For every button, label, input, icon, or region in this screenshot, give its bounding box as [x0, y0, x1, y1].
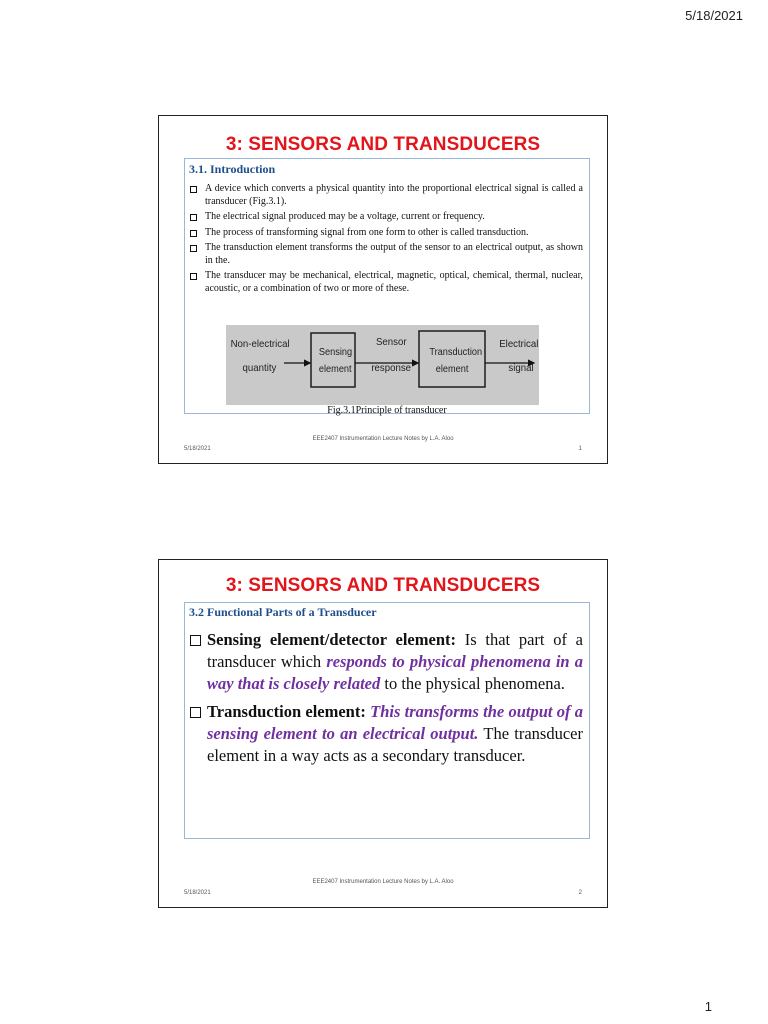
- content-box: [184, 602, 590, 839]
- transduction-box-label: Transduction: [429, 346, 483, 359]
- slide-footer-text: EEE2407 Instrumentation Lecture Notes by L.A. Aloo: [312, 879, 454, 885]
- output-label: Electrical: [499, 338, 539, 351]
- checkbox-bullet-icon: [190, 245, 197, 252]
- bullet-item: [189, 270, 583, 295]
- bullet-text: The transducer may be mechanical, electrical, magnetic, optical, chemical, thermal, nuclear, acoustic, or a combination of two or more of these.: [205, 270, 583, 294]
- section-heading: 3.1. Introduction: [189, 162, 276, 176]
- bullet-list: [185, 183, 589, 295]
- sensor-response-label: Sensor: [375, 336, 407, 349]
- bullet-text: The transducer element in a way acts as a secondary transducer.: [207, 724, 583, 765]
- checkbox-bullet-icon: [190, 230, 197, 237]
- slide-footer-number: 1: [578, 446, 582, 452]
- bullet-text: to the physical phenomena.: [380, 674, 565, 693]
- bullet-list: [185, 629, 589, 767]
- section-heading: 3.2 Functional Parts of a Transducer: [189, 605, 377, 619]
- bullet-text: The transduction element transforms the output of the sensor to an electrical output, as shown in the.: [205, 242, 583, 266]
- figure-caption: Fig.3.1Principle of transducer: [327, 405, 447, 416]
- bullet-text: A device which converts a physical quantity into the proportional electrical signal is called a transducer (Fig.3.1).: [205, 183, 583, 207]
- bullet-term: Transduction element:: [207, 702, 366, 721]
- sensing-box-label: element: [318, 363, 352, 376]
- transduction-box-label: element: [435, 363, 469, 376]
- checkbox-bullet-icon: [190, 214, 197, 221]
- slide-1: [158, 115, 608, 464]
- page-number: 1: [704, 999, 712, 1014]
- slide-footer-date: 5/18/2021: [184, 446, 211, 452]
- slide-title: 3: SENSORS AND TRANSDUCERS: [225, 134, 541, 155]
- slide-footer-text: EEE2407 Instrumentation Lecture Notes by L.A. Aloo: [312, 436, 454, 442]
- bullet-item: [189, 701, 583, 767]
- input-label: quantity: [242, 362, 277, 375]
- checkbox-bullet-icon: [190, 273, 197, 280]
- slide-title: 3: SENSORS AND TRANSDUCERS: [225, 575, 541, 596]
- bullet-item: [189, 227, 583, 240]
- bullet-text: Is that part of a transducer which: [207, 630, 583, 671]
- bullet-item: [189, 242, 583, 267]
- transduction-element-box: [419, 331, 485, 387]
- slide-footer-number: 2: [578, 890, 582, 896]
- bullet-text: The process of transforming signal from one form to other is called transduction.: [205, 226, 529, 238]
- sensor-response-label: response: [371, 362, 412, 375]
- page-date: 5/18/2021: [685, 8, 743, 23]
- output-label: signal: [508, 362, 534, 375]
- bullet-text: The electrical signal produced may be a voltage, current or frequency.: [205, 211, 485, 222]
- sensing-box-label: Sensing: [318, 346, 353, 359]
- slide-2: [158, 559, 608, 908]
- content-box: [184, 158, 590, 414]
- checkbox-bullet-icon: [190, 707, 201, 718]
- sensing-element-box: [311, 333, 355, 387]
- bullet-item: [189, 183, 583, 208]
- checkbox-bullet-icon: [190, 186, 197, 193]
- input-label: Non-electrical: [230, 338, 290, 351]
- checkbox-bullet-icon: [190, 635, 201, 646]
- slide-footer-date: 5/18/2021: [184, 890, 211, 896]
- bullet-highlight: This transforms the output of a sensing element to an electrical output.: [207, 702, 583, 743]
- transducer-block-diagram: [226, 325, 539, 405]
- bullet-highlight: responds to physical phenomena in a way that is closely related: [207, 652, 583, 693]
- bullet-term: Sensing element/detector element:: [207, 630, 456, 649]
- bullet-item: [189, 211, 583, 224]
- bullet-item: [189, 629, 583, 695]
